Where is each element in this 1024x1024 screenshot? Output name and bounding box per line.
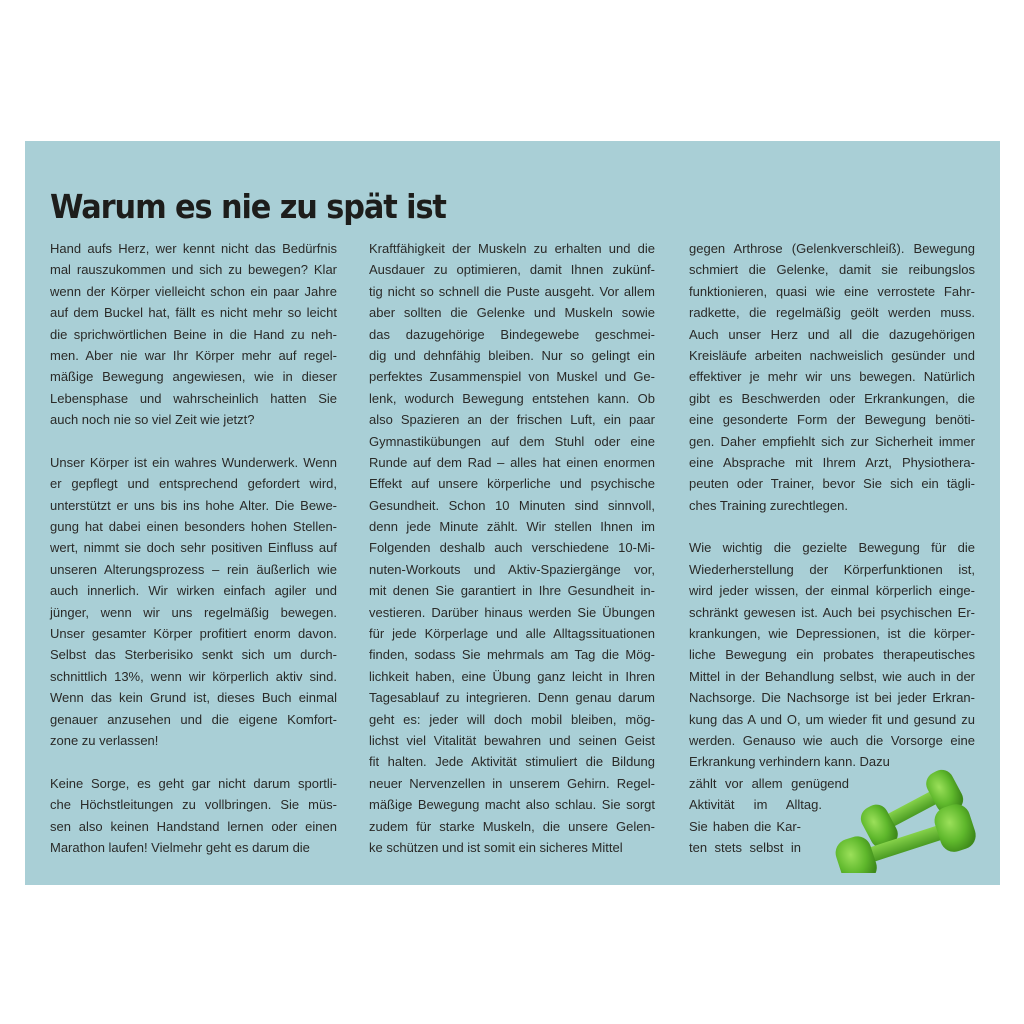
text-line: geht es: jeder will doch mobil bleiben, mög-	[369, 711, 655, 727]
text-line: Selbst das Sterberisiko senkt sich um durch-	[50, 647, 337, 663]
paragraph-gap	[689, 516, 975, 537]
text-line: Unser gesamter Körper profitiert enorm davon.	[50, 626, 337, 642]
text-line: lichst viel Vitalität bewahren und seinen Geist	[369, 732, 655, 748]
text-line: radkette, die regelmäßig geölt werden muss.	[689, 305, 975, 321]
text-line: effektiver je mehr wir uns bewegen. Natürlich	[689, 369, 975, 385]
text-line: Gymnastikübungen auf dem Stuhl oder eine	[369, 433, 655, 449]
text-line: men. Aber nie war Ihr Körper mehr auf regel-	[50, 347, 337, 363]
text-line: perfektes Zusammenspiel von Muskel und Ge-	[369, 369, 655, 385]
text-line: sen also keinen Handstand lernen oder einen	[50, 818, 337, 834]
text-line: Gesundheit. Schon 10 Minuten sind sinnvoll,	[369, 497, 655, 513]
text-line: wird jeder wissen, der einmal körperlich einge-	[689, 583, 975, 599]
text-line: schmiert die Gelenke, damit sie reibungslos	[689, 262, 975, 278]
text-line: peuten oder Trainer, bevor Sie sich ein tägli-	[689, 476, 975, 492]
text-line: wert, nimmt sie doch sehr positiven Einfluss auf	[50, 540, 337, 556]
text-column-1	[50, 238, 337, 858]
text-line: Folgenden deshalb auch verschiedene 10-Mi-	[369, 540, 655, 556]
text-line: gung hat dabei einen besonders hohen Stellen-	[50, 519, 337, 535]
text-line: gegen Arthrose (Gelenkverschleiß). Bewegung	[689, 241, 975, 256]
text-line: Ausdauer zu optimieren, damit Ihnen zukünf-	[369, 262, 655, 278]
text-line: aber sollten die Gelenke und Muskeln sowie	[369, 305, 655, 321]
text-line: Hand aufs Herz, wer kennt nicht das Bedürfnis	[50, 241, 337, 256]
paragraph-gap	[50, 751, 337, 772]
text-line: Nachsorge. Die Nachsorge ist bei jeder Erkran-	[689, 690, 975, 706]
text-line: finden, sodass Sie mehrmals am Tag die Mög-	[369, 647, 655, 663]
text-line: mit denen Sie garantiert in Ihre Gesundheit in-	[369, 583, 655, 599]
article-title: Warum es nie zu spät ist	[50, 187, 446, 226]
text-line: tig nicht so schnell die Puste ausgeht. Vor allem	[369, 283, 655, 299]
text-line: Tagesablauf zu integrieren. Denn genau darum	[369, 690, 655, 706]
text-line: mal rauszukommen und sich zu bewegen? Klar	[50, 262, 337, 278]
article-panel	[25, 141, 1000, 885]
text-line: liche Bewegung ein probates therapeutisches	[689, 647, 975, 663]
text-line: nuten-Workouts und Aktiv-Spaziergänge vor,	[369, 561, 655, 577]
text-line: Kraftfähigkeit der Muskeln zu erhalten und die	[369, 241, 655, 256]
text-line: Runde auf dem Rad – alles hat einen enormen	[369, 454, 655, 470]
text-line: denn jede Minute zählt. Wir stellen Ihnen im	[369, 519, 655, 535]
text-line: das dazugehörige Bindegewebe geschmei-	[369, 326, 655, 342]
text-line: auch innerlich. Wir wirken einfach agiler und	[50, 583, 337, 599]
text-line: neuer Nervenzellen in unserem Gehirn. Regel-	[369, 775, 655, 791]
text-line: Mittel in der Behandlung selbst, wie auch in der	[689, 668, 975, 684]
text-line: che Höchstleitungen zu vollbringen. Sie müs-	[50, 797, 337, 813]
text-line: ches Training zurechtlegen.	[689, 497, 848, 513]
text-line: die sprichwörtlichen Beine in die Hand zu neh-	[50, 326, 337, 342]
text-line: eine gesonderte Form der Bewegung benöti-	[689, 412, 975, 428]
text-line: jünger, wenn wir uns regelmäßig bewegen.	[50, 604, 337, 620]
text-line: zählt vor allem genügend	[689, 775, 849, 791]
text-column-2	[369, 238, 655, 858]
text-line: Wiederherstellung der Körperfunktionen ist,	[689, 561, 975, 577]
text-line: Lebensphase und wahrscheinlich hatten Sie	[50, 390, 337, 406]
text-line: vestieren. Darüber hinaus werden Sie Übungen	[369, 604, 655, 620]
text-line: kung das A und O, um wieder fit und gesund zu	[689, 711, 975, 727]
text-line: unseren Alterungsprozess – rein äußerlich wie	[50, 561, 337, 577]
text-column-3	[689, 238, 975, 858]
text-line: schränkt gewesen ist. Auch bei psychischen Er-	[689, 604, 975, 620]
text-line: mäßige Bewegung macht also schlau. Sie sorgt	[369, 797, 655, 813]
dumbbells-illustration	[827, 769, 987, 873]
text-line: auch noch nie so viel Zeit wie jetzt?	[50, 412, 255, 428]
text-line: auf dem Buckel hat, fällt es nicht mehr so leicht	[50, 305, 337, 321]
text-line: wenn der Körper vielleicht schon ein paar Jahre	[50, 283, 337, 299]
text-line: lenk, wodurch Bewegung entstehen kann. Ob	[369, 390, 655, 406]
text-line: Sie haben die Kar-	[689, 818, 801, 834]
text-line: Auch unser Herz und all die dazugehörigen	[689, 326, 975, 342]
text-line: eine Absprache mit Ihrem Arzt, Physiothera-	[689, 454, 975, 470]
text-line: zone zu verlassen!	[50, 732, 159, 748]
text-line: mäßige Bewegung angewiesen, wie in dieser	[50, 369, 337, 385]
text-line: Marathon laufen! Vielmehr geht es darum die	[50, 839, 310, 855]
text-line: Wie wichtig die gezielte Bewegung für die	[689, 540, 975, 556]
text-line: unterstützt er uns bis ins hohe Alter. Die Bewe-	[50, 497, 337, 513]
text-line: Kreisläufe arbeiten nachweislich gesünder und	[689, 347, 975, 363]
text-line: gibt es Beschwerden oder Erkrankungen, die	[689, 390, 975, 406]
text-line: Keine Sorge, es geht gar nicht darum sportli-	[50, 775, 337, 791]
text-line: er gepflegt und entsprechend gefordert wird,	[50, 476, 337, 492]
text-line: krankungen, wie Depressionen, ist die körper-	[689, 626, 975, 642]
text-line: werden. Genauso wie auch die Vorsorge eine	[689, 732, 975, 748]
text-line: funktionieren, quasi wie eine verrostete Fahr-	[689, 283, 975, 299]
text-line: für jede Körperlage und alle Alltagssituationen	[369, 626, 655, 642]
text-line: Erkrankung verhindern kann. Dazu	[689, 754, 890, 770]
text-line: Unser Körper ist ein wahres Wunderwerk. Wenn	[50, 454, 337, 470]
text-line: ten stets selbst in	[689, 839, 801, 855]
paragraph-gap	[50, 431, 337, 452]
text-line: Wenn das kein Grund ist, dieses Buch einmal	[50, 690, 337, 706]
text-line: gen. Daher empfiehlt sich zur Sicherheit immer	[689, 433, 975, 449]
text-line: zudem für starke Muskeln, die unsere Gelen-	[369, 818, 655, 834]
text-line: schnittlich 13%, wenn wir körperlich aktiv sind.	[50, 668, 337, 684]
text-line: dig und dehnfähig bleiben. Nur so gelingt ein	[369, 347, 655, 363]
text-line: Aktivität im Alltag.	[689, 797, 822, 813]
text-line: fit halten. Jede Aktivität stimuliert die Bildung	[369, 754, 655, 770]
text-line: genauer anzusehen und die eigene Komfort-	[50, 711, 337, 727]
text-line: lichkeit haben, eine Übung ganz leicht in Ihren	[369, 668, 655, 684]
text-line: ke schützen und ist somit ein sicheres Mittel	[369, 839, 623, 855]
text-line: also Spazieren an der frischen Luft, ein paar	[369, 412, 655, 428]
text-line: Effekt auf unsere körperliche und psychische	[369, 476, 655, 492]
